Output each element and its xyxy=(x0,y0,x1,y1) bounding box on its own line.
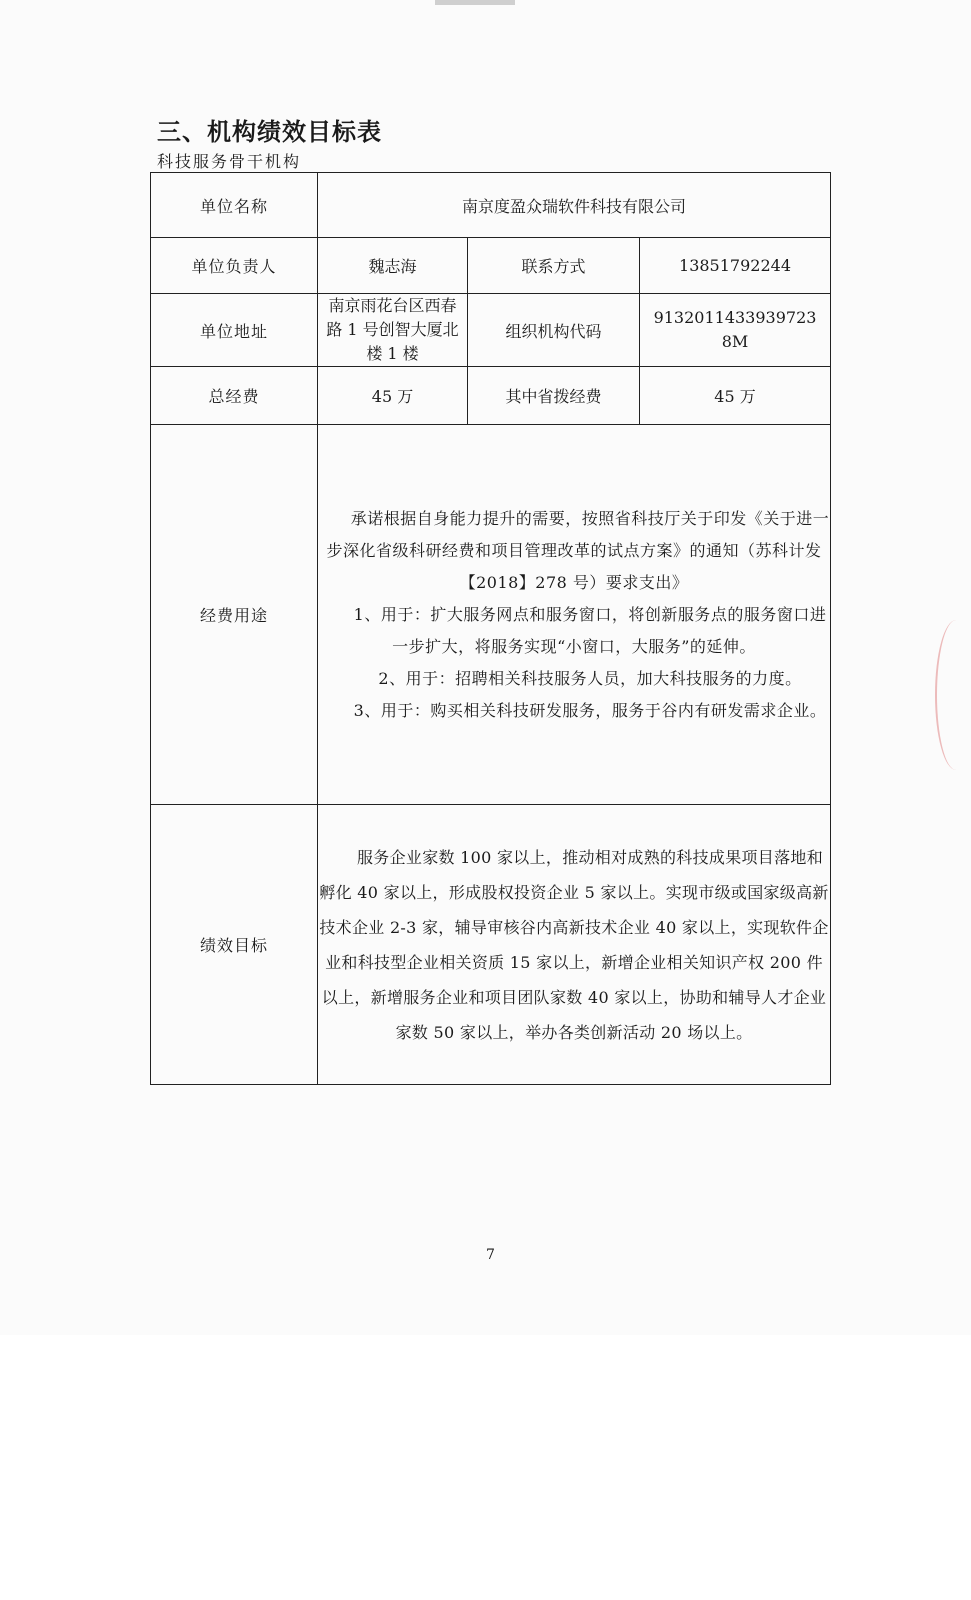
page-number: 7 xyxy=(486,1247,495,1263)
usage-paragraph-intro: 承诺根据自身能力提升的需要，按照省科技厅关于印发《关于进一步深化省级科研经费和项目管理改革的试点方案》的通知（苏科计发【2018】278 号）要求支出》 xyxy=(326,508,830,592)
goal-content: 服务企业家数 100 家以上，推动相对成熟的科技成果项目落地和孵化 40 家以上，形成股权投资企业 5 家以上。实现市级或国家级高新技术企业 2-3 家，辅导审核谷内高新技术企业 40 家以上，实现软件企业和科技型企业相关资质 15 家以上，新增企业相关知识产权 200 件以上，新增服务企业和项目团队家数 40 家以上，协助和辅导人才企业家数 50 家以上，举办各类创新活动 20 场以上。 xyxy=(318,805,831,1085)
scan-mark xyxy=(435,0,515,5)
provincial-value: 45 万 xyxy=(640,367,831,425)
usage-paragraph-3: 3、用于：购买相关科技研发服务，服务于谷内有研发需求企业。 xyxy=(353,700,827,720)
table-caption: 科技服务骨干机构 xyxy=(157,152,302,171)
org-code-value: 9132011433939723 8M xyxy=(640,294,831,367)
head-label: 单位负责人 xyxy=(151,238,318,294)
contact-value: 13851792244 xyxy=(640,238,831,294)
total-label: 总经费 xyxy=(151,367,318,425)
total-value: 45 万 xyxy=(318,367,468,425)
table-row xyxy=(151,173,831,238)
usage-label: 经费用途 xyxy=(151,425,318,805)
usage-paragraph-2: 2、用于：招聘相关科技服务人员，加大科技服务的力度。 xyxy=(378,668,802,688)
red-stamp-fragment xyxy=(935,620,971,770)
unit-name-label: 单位名称 xyxy=(151,173,318,238)
contact-label: 联系方式 xyxy=(468,238,640,294)
table-row xyxy=(151,425,831,805)
usage-content xyxy=(318,425,831,805)
usage-paragraph-1: 1、用于：扩大服务网点和服务窗口，将创新服务点的服务窗口进一步扩大，将服务实现“小窗口，大服务”的延伸。 xyxy=(353,604,827,656)
table-row xyxy=(151,805,831,1085)
address-label: 单位地址 xyxy=(151,294,318,367)
provincial-label: 其中省拨经费 xyxy=(468,367,640,425)
page-title: 三、机构绩效目标表 xyxy=(157,118,382,146)
table-row xyxy=(151,294,831,367)
head-value: 魏志海 xyxy=(318,238,468,294)
goal-label: 绩效目标 xyxy=(151,805,318,1085)
performance-table xyxy=(150,172,831,1085)
unit-name-value: 南京度盈众瑞软件科技有限公司 xyxy=(318,173,831,238)
table-row xyxy=(151,367,831,425)
org-code-label: 组织机构代码 xyxy=(468,294,640,367)
address-value: 南京雨花台区西春路 1 号创智大厦北楼 1 楼 xyxy=(318,294,468,367)
table-row xyxy=(151,238,831,294)
